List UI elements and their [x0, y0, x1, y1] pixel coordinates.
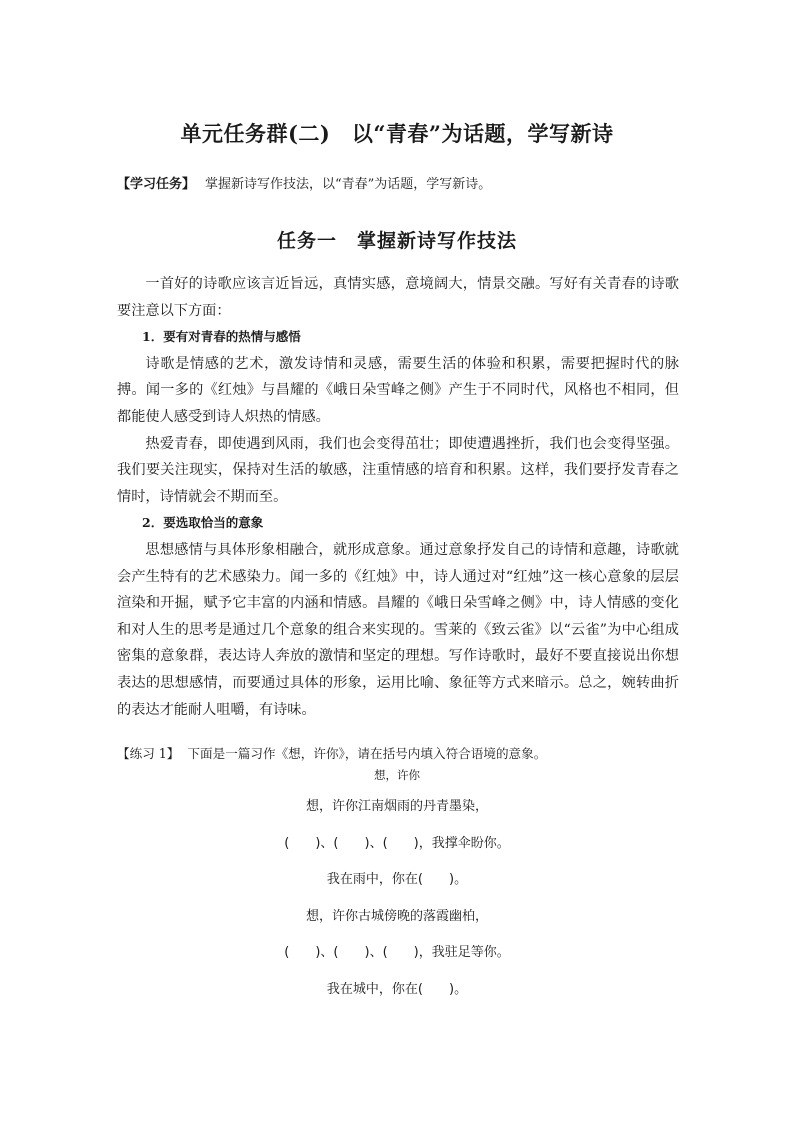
poem-line-blank[interactable]: 我在城中，你在( )。: [326, 981, 468, 997]
learning-task-text: 掌握新诗写作技法，以“青春”为话题，学写新诗。: [205, 177, 492, 192]
paragraph-intro: 一首好的诗歌应该言近旨远，真情实感，意境阔大，情景交融。写好有关青春的诗歌要注意以下方面：: [117, 276, 679, 319]
poem: [117, 767, 677, 1016]
poem-line-blank[interactable]: 我在雨中，你在( )。: [326, 872, 468, 887]
learning-task-label: 【学习任务】: [117, 177, 196, 192]
poem-line-blanks[interactable]: ( )、( )、( )，我驻足等你。: [284, 945, 510, 960]
exercise-label: 【练习 1】: [117, 746, 180, 761]
poem-line: 想，许你古城傍晚的落霞幽柏，: [305, 908, 488, 924]
poem-title: 想，许你: [374, 768, 420, 782]
paragraph-imagery: 思想感情与具体形象相融合，就形成意象。通过意象抒发自己的诗情和意趣，诗歌就会产生特有的艺术感染力。闻一多的《红烛》中，诗人通过对“红烛”这一核心意象的层层渲染和开掘，赋予它丰富的内涵和情感。昌耀的《峨日朵雪峰之侧》中，诗人情感的变化和对人生的思考是通过几个意象的组合来实现的。雪莱的《致云雀》以“云雀”为中心组成密集的意象群，表达诗人奔放的激情和坚定的理想。写作诗歌时，最好不要直接说出你想表达的思想感情，而要通过具体的形象，运用比喻、象征等方式来暗示。总之，婉转曲折的表达才能耐人咀嚼，有诗味。: [117, 541, 679, 718]
learning-task: [117, 173, 491, 192]
paragraph-art-of-emotion: 诗歌是情感的艺术，激发诗情和灵感，需要生活的体验和积累，需要把握时代的脉搏。闻一多的《红烛》与昌耀的《峨日朵雪峰之侧》产生于不同时代，风格也不相同，但都能使人感受到诗人炽热的情感。: [117, 355, 679, 425]
subheading-imagery: 2．要选取恰当的意象: [142, 515, 264, 531]
section-heading: 任务一 掌握新诗写作技法: [276, 230, 517, 252]
paragraph-love-youth: 热爱青春，即使遇到风雨，我们也会变得茁壮；即使遭遇挫折，我们也会变得坚强。我们要关注现实，保持对生活的敏感，注重情感的培育和积累。这样，我们要抒发青春之情时，诗情就会不期而至。: [117, 435, 679, 505]
exercise-text: 下面是一篇习作《想，许你》，请在括号内填入符合语境的意象。: [187, 746, 547, 761]
poem-line-blanks[interactable]: ( )、( )、( )，我撑伞盼你。: [284, 835, 510, 851]
body-text: [117, 271, 679, 723]
exercise-prompt: [117, 743, 546, 762]
poem-line: 想，许你江南烟雨的丹青墨染，: [305, 799, 488, 814]
subheading-passion: 1．要有对青春的热情与感悟: [142, 329, 301, 345]
page-title: 单元任务群(二) 以“青春”为话题，学写新诗: [180, 121, 614, 146]
